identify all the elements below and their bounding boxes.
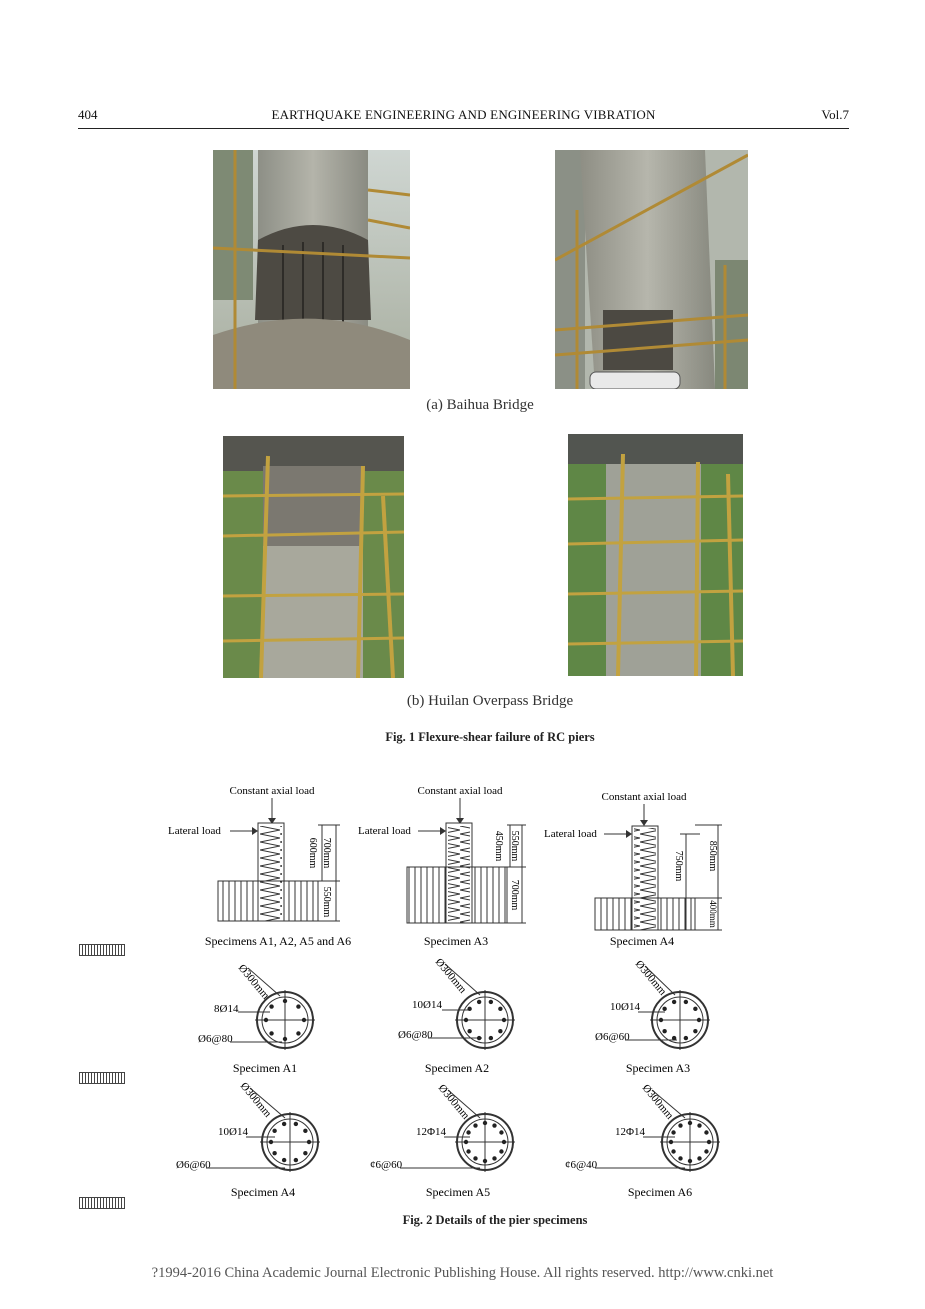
rebar-dot xyxy=(489,1036,493,1040)
axial-load-label: Constant axial load xyxy=(229,785,315,797)
rebar-dot xyxy=(294,1158,298,1162)
rebar-dot xyxy=(467,1007,471,1011)
svg-text:700mm: 700mm xyxy=(321,837,332,869)
rebar-dot xyxy=(477,1000,481,1004)
elevation-label: Specimen A4 xyxy=(609,934,675,948)
rebar-dot xyxy=(464,1018,468,1022)
svg-text:Ø300mm: Ø300mm xyxy=(639,1082,676,1122)
elevation-label: Specimen A3 xyxy=(423,934,489,948)
svg-text:10Ø14: 10Ø14 xyxy=(610,1001,640,1013)
svg-text:450mm: 450mm xyxy=(493,830,504,862)
rebar-dot xyxy=(492,1156,496,1160)
rebar-dot xyxy=(483,1159,487,1163)
margin-marker xyxy=(79,1072,125,1084)
photo-baihua-right xyxy=(555,150,748,389)
svg-text:¢6@40: ¢6@40 xyxy=(565,1159,598,1171)
svg-text:12Φ14: 12Φ14 xyxy=(615,1126,646,1138)
svg-text:10Ø14: 10Ø14 xyxy=(218,1126,248,1138)
svg-text:700mm: 700mm xyxy=(509,879,520,911)
rebar-dot xyxy=(302,1018,306,1022)
rebar-dot xyxy=(684,1000,688,1004)
cross-sections-row-2 xyxy=(160,1080,760,1202)
rebar-dot xyxy=(672,1036,676,1040)
svg-text:750mm: 750mm xyxy=(673,850,684,882)
section-a1 xyxy=(198,962,315,1075)
rebar-dot xyxy=(303,1151,307,1155)
svg-text:8Ø14: 8Ø14 xyxy=(214,1003,239,1015)
section-a2 xyxy=(398,956,515,1075)
rebar-dot xyxy=(296,1031,300,1035)
svg-text:550mm: 550mm xyxy=(321,886,332,918)
rebar-dot xyxy=(498,1007,502,1011)
cross-sections-row-1 xyxy=(160,950,760,1078)
rebar-dot xyxy=(697,1156,701,1160)
rebar-dot xyxy=(269,1004,273,1008)
svg-text:12Φ14: 12Φ14 xyxy=(416,1126,447,1138)
section-a4 xyxy=(176,1080,320,1199)
rebar-dot xyxy=(498,1029,502,1033)
rebar-dot xyxy=(671,1149,675,1153)
rebar-dot xyxy=(499,1130,503,1134)
svg-text:¢6@60: ¢6@60 xyxy=(370,1159,403,1171)
rebar-dot xyxy=(688,1159,692,1163)
section-a6 xyxy=(565,1082,720,1199)
axial-load-label: Constant axial load xyxy=(601,791,687,803)
elevation-label: Specimens A1, A2, A5 and A6 xyxy=(204,934,352,948)
section-label: Specimen A5 xyxy=(425,1185,491,1199)
figure-2-caption: Fig. 2 Details of the pier specimens xyxy=(402,1213,588,1227)
section-a5 xyxy=(370,1082,515,1199)
elevation-a1-a2-a5-a6 xyxy=(168,785,351,948)
rebar-dot xyxy=(662,1029,666,1033)
page-number: 404 xyxy=(78,107,98,122)
lateral-load-label: Lateral load xyxy=(358,825,411,837)
rebar-dot xyxy=(269,1031,273,1035)
rebar-dot xyxy=(466,1149,470,1153)
svg-text:400mm: 400mm xyxy=(708,900,718,928)
photo-baihua-left xyxy=(213,150,410,389)
rebar-dot xyxy=(283,1037,287,1041)
rebar-dot xyxy=(697,1018,701,1022)
svg-text:600mm: 600mm xyxy=(307,837,318,869)
rebar-dot xyxy=(467,1029,471,1033)
copyright-footer: ?1994-2016 China Academic Journal Electronic Publishing House. All rights reserved. http://www.cnki.net xyxy=(151,1265,774,1281)
running-header xyxy=(78,107,849,127)
rebar-dot xyxy=(697,1123,701,1127)
section-label: Specimen A4 xyxy=(230,1185,296,1199)
elevation-a4 xyxy=(544,791,722,948)
rebar-dot xyxy=(264,1018,268,1022)
elevation-a3 xyxy=(358,785,526,948)
rebar-dot xyxy=(693,1007,697,1011)
svg-text:10Ø14: 10Ø14 xyxy=(412,999,442,1011)
rebar-dot xyxy=(269,1140,273,1144)
rebar-dot xyxy=(704,1149,708,1153)
rebar-dot xyxy=(659,1018,663,1022)
rebar-dot xyxy=(678,1156,682,1160)
rebar-dot xyxy=(688,1121,692,1125)
rebar-dot xyxy=(466,1130,470,1134)
rebar-dot xyxy=(272,1151,276,1155)
svg-text:Ø6@80: Ø6@80 xyxy=(398,1029,433,1041)
section-label: Specimen A2 xyxy=(424,1061,490,1075)
rebar-dot xyxy=(489,1000,493,1004)
rebar-dot xyxy=(502,1018,506,1022)
subcaption-baihua: (a) Baihua Bridge xyxy=(426,397,534,413)
lateral-load-label: Lateral load xyxy=(544,828,597,840)
rebar-dot xyxy=(473,1156,477,1160)
svg-text:Ø6@80: Ø6@80 xyxy=(198,1033,233,1045)
rebar-dot xyxy=(672,1000,676,1004)
section-label: Specimen A6 xyxy=(627,1185,693,1199)
svg-text:Ø300mm: Ø300mm xyxy=(235,962,272,1002)
rebar-dot xyxy=(492,1123,496,1127)
margin-marker xyxy=(79,1197,125,1209)
rebar-dot xyxy=(282,1122,286,1126)
figure-1-caption: Fig. 1 Flexure-shear failure of RC piers xyxy=(385,730,595,744)
rebar-dot xyxy=(272,1129,276,1133)
volume-label: Vol.7 xyxy=(821,107,849,122)
section-label: Specimen A1 xyxy=(232,1061,298,1075)
rebar-dot xyxy=(693,1029,697,1033)
specimen-elevations xyxy=(160,778,760,950)
section-label: Specimen A3 xyxy=(625,1061,691,1075)
rebar-dot xyxy=(477,1036,481,1040)
margin-marker xyxy=(79,944,125,956)
rebar-dot xyxy=(499,1149,503,1153)
rebar-dot xyxy=(678,1123,682,1127)
rebar-dot xyxy=(671,1130,675,1134)
svg-text:Ø300mm: Ø300mm xyxy=(237,1080,274,1120)
rebar-dot xyxy=(294,1122,298,1126)
svg-text:Ø6@60: Ø6@60 xyxy=(176,1159,211,1171)
rebar-dot xyxy=(473,1123,477,1127)
rebar-dot xyxy=(283,999,287,1003)
rebar-dot xyxy=(502,1140,506,1144)
journal-title: EARTHQUAKE ENGINEERING AND ENGINEERING VIBRATION xyxy=(271,107,656,122)
rebar-dot xyxy=(282,1158,286,1162)
rebar-dot xyxy=(307,1140,311,1144)
rebar-dot xyxy=(464,1140,468,1144)
rebar-dot xyxy=(303,1129,307,1133)
photo-huilan-left xyxy=(223,436,404,678)
rebar-dot xyxy=(704,1130,708,1134)
svg-text:850mm: 850mm xyxy=(707,840,718,872)
photo-huilan-right xyxy=(568,434,743,676)
svg-text:Ø300mm: Ø300mm xyxy=(632,958,669,998)
svg-text:550mm: 550mm xyxy=(509,830,520,862)
rebar-dot xyxy=(296,1004,300,1008)
lateral-load-label: Lateral load xyxy=(168,825,221,837)
rebar-dot xyxy=(662,1007,666,1011)
rebar-dot xyxy=(684,1036,688,1040)
svg-text:Ø6@60: Ø6@60 xyxy=(595,1031,630,1043)
section-a3 xyxy=(595,958,710,1075)
rebar-dot xyxy=(669,1140,673,1144)
axial-load-label: Constant axial load xyxy=(417,785,503,797)
rebar-dot xyxy=(483,1121,487,1125)
subcaption-huilan: (b) Huilan Overpass Bridge xyxy=(406,693,574,709)
svg-text:Ø300mm: Ø300mm xyxy=(435,1082,472,1122)
rebar-dot xyxy=(707,1140,711,1144)
header-rule xyxy=(78,128,849,129)
svg-text:Ø300mm: Ø300mm xyxy=(432,956,469,996)
